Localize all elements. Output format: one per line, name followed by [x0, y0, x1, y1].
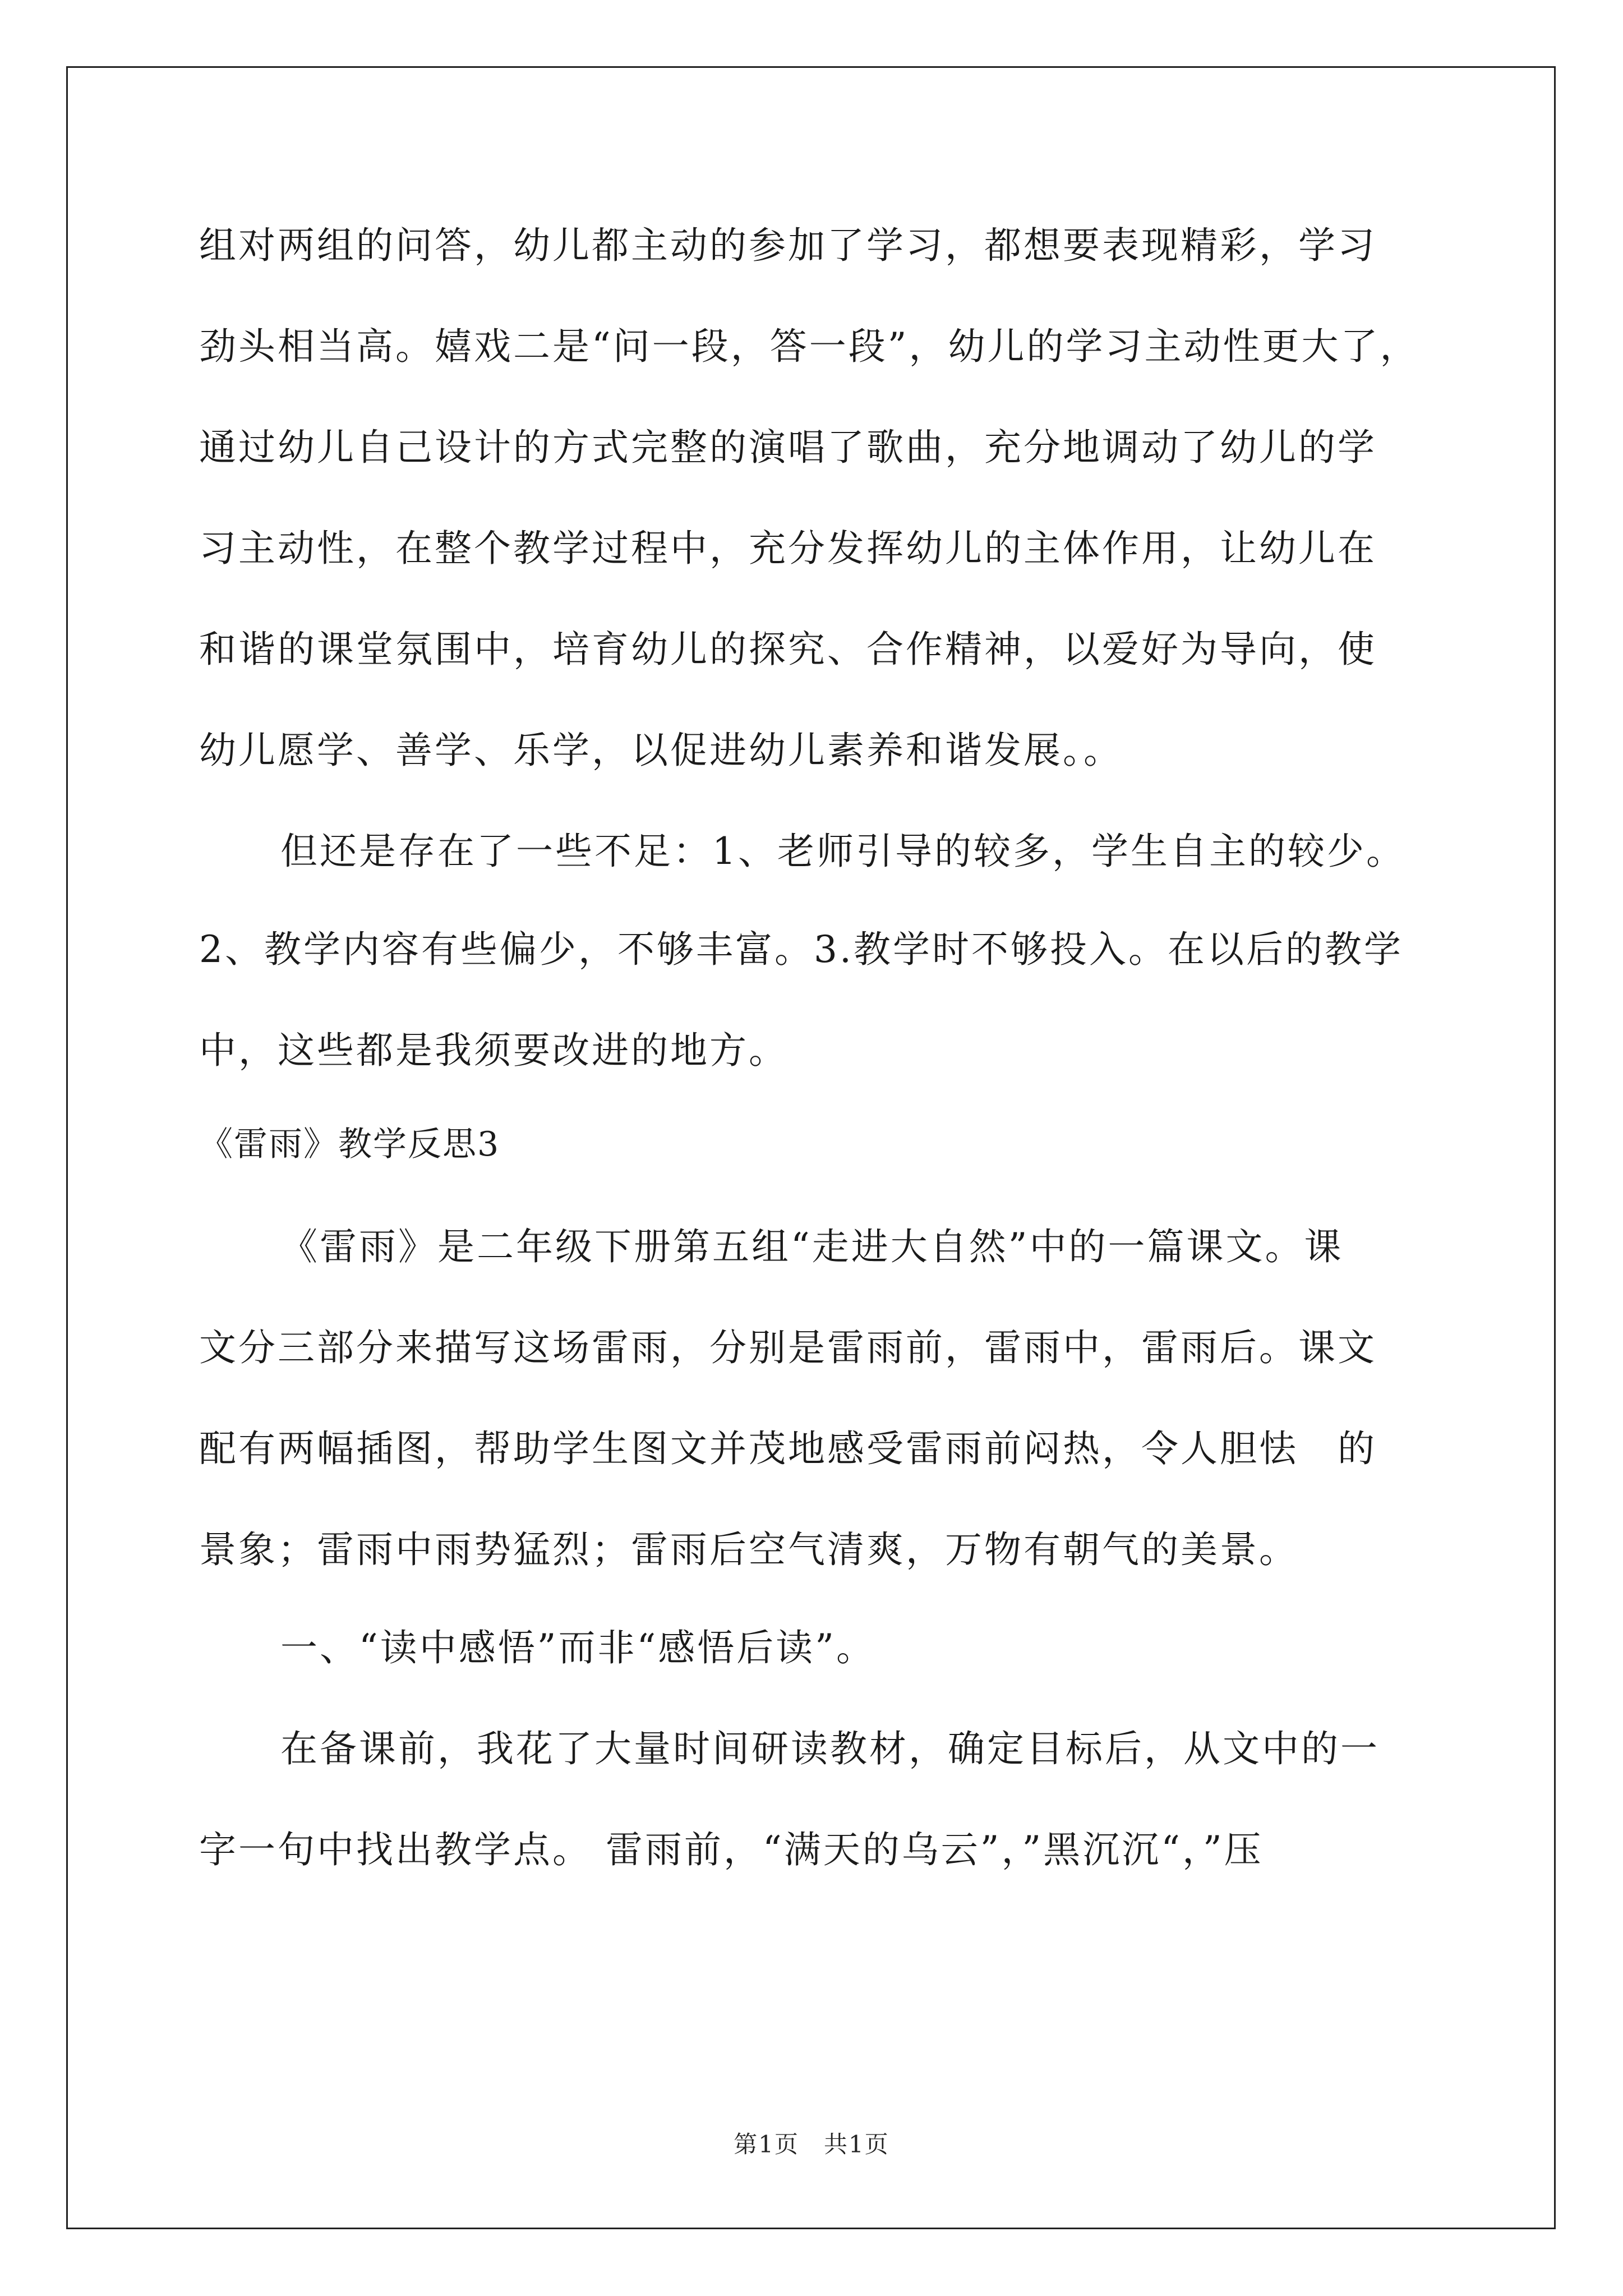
text-line: 但还是存在了一些不足：1、老师引导的较多，学生自主的较少。 [280, 830, 1405, 873]
text-line: 一、“读中感悟”而非“感悟后读”。 [280, 1626, 875, 1669]
section-heading: 《雷雨》教学反思3 [199, 1125, 500, 1164]
text-line: 配有两幅插图，帮助学生图文并茂地感受雷雨前闷热，令人胆怯 的 [199, 1427, 1377, 1470]
text-line: 中，这些都是我须要改进的地方。 [199, 1029, 788, 1072]
text-line: 2、教学内容有些偏少，不够丰富。3.教学时不够投入。在以后的教学 [199, 928, 1403, 971]
text-line: 《雷雨》是二年级下册第五组“走进大自然”中的一篇课文。课 [280, 1225, 1344, 1268]
text-line: 组对两组的问答，幼儿都主动的参加了学习，都想要表现精彩，学习 [199, 224, 1377, 267]
text-line: 字一句中找出教学点。 雷雨前，“满天的乌云”，”黑沉沉“，”压 [199, 1828, 1264, 1871]
text-line: 在备课前，我花了大量时间研读教材，确定目标后，从文中的一 [280, 1727, 1380, 1770]
text-line: 文分三部分来描写这场雷雨，分别是雷雨前，雷雨中，雷雨后。课文 [199, 1326, 1377, 1369]
text-line: 习主动性，在整个教学过程中，充分发挥幼儿的主体作用，让幼儿在 [199, 527, 1377, 570]
text-line: 景象；雷雨中雨势猛烈；雷雨后空气清爽，万物有朝气的美景。 [199, 1528, 1298, 1571]
text-line: 劲头相当高。嬉戏二是“问一段，答一段”，幼儿的学习主动性更大了， [199, 325, 1419, 368]
text-line: 幼儿愿学、善学、乐学，以促进幼儿素养和谐发展。。 [199, 729, 1123, 772]
text-line: 通过幼儿自己设计的方式完整的演唱了歌曲，充分地调动了幼儿的学 [199, 426, 1377, 469]
text-line: 和谐的课堂氛围中，培育幼儿的探究、合作精神，以爱好为导向，使 [199, 628, 1377, 671]
page-footer: 第1页 共1页 [734, 2131, 889, 2158]
